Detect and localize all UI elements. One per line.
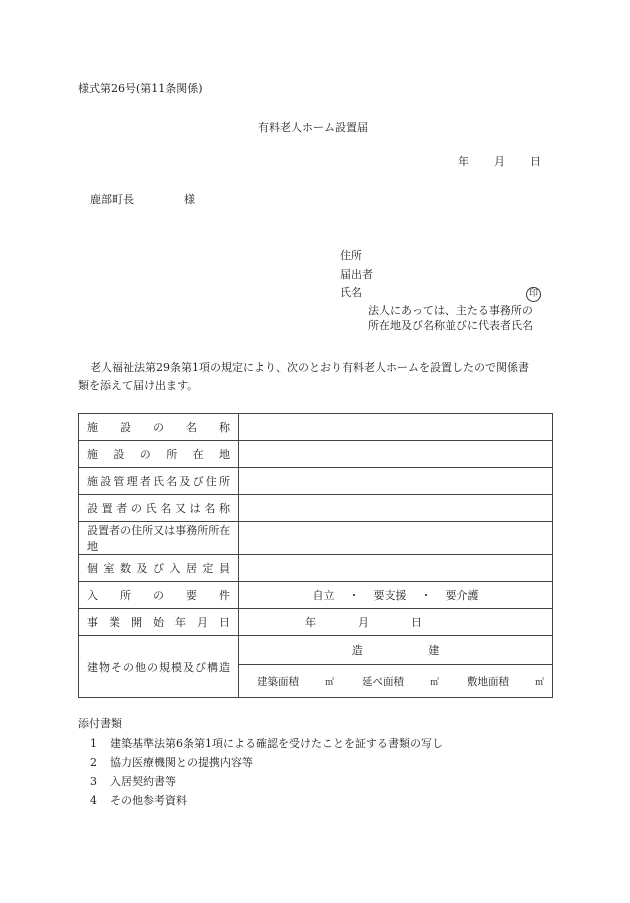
table-row xyxy=(79,441,553,468)
capacity-field[interactable] xyxy=(239,555,553,582)
document-title: 有料老人ホーム設置届 xyxy=(258,121,368,134)
start-day: 日 xyxy=(411,616,422,629)
option-separator: ・ xyxy=(420,589,432,602)
attachments-heading: 添付書類 xyxy=(78,717,122,730)
table-row xyxy=(79,636,553,698)
notifier-label: 届出者 xyxy=(340,268,373,281)
table-row xyxy=(79,609,553,636)
attachment-num: 4 xyxy=(90,794,97,807)
start-year: 年 xyxy=(305,616,316,629)
unit-sqm: ㎡ xyxy=(325,677,335,688)
row-label xyxy=(79,555,239,582)
table-row xyxy=(79,555,553,582)
address-label: 住所 xyxy=(340,249,362,262)
date-year: 年 xyxy=(458,155,469,168)
facility-location-field[interactable] xyxy=(239,441,553,468)
start-month: 月 xyxy=(358,616,369,629)
founder-address-field[interactable] xyxy=(239,522,553,555)
building-field[interactable] xyxy=(239,636,553,698)
structure-floors: 建 xyxy=(428,644,440,657)
row-label xyxy=(79,441,239,468)
label-text: 設置者の住所又は事務所所在地 xyxy=(87,524,230,553)
founder-name-field[interactable] xyxy=(239,495,553,522)
attachment-text: 入居契約書等 xyxy=(110,775,176,788)
date-day: 日 xyxy=(530,155,541,168)
table-row xyxy=(79,414,553,441)
table-row xyxy=(79,582,553,609)
seal-text: 印 xyxy=(526,287,541,302)
row-label xyxy=(79,522,239,555)
corporation-note-line2: 所在地及び名称並びに代表者氏名 xyxy=(368,319,533,332)
corporation-note-line1: 法人にあっては、主たる事務所の xyxy=(368,304,533,317)
row-label xyxy=(79,495,239,522)
label-text: 設置者の氏名又は名称 xyxy=(87,502,230,515)
addressee-name: 鹿部町長 xyxy=(90,193,134,206)
label-text: 事業開始年月日 xyxy=(87,616,230,629)
start-date-parts xyxy=(239,614,552,630)
site-area xyxy=(467,674,544,689)
label-text: 施設の所在地 xyxy=(87,448,230,461)
body-text-line2: 類を添えて届け出ます。 xyxy=(78,379,199,392)
attachment-num: 1 xyxy=(90,737,97,750)
attachment-text: 協力医療機関との提携内容等 xyxy=(110,756,253,769)
label-text: 建物その他の規模及び構造 xyxy=(87,660,230,674)
attachment-text: 建築基準法第6条第1項による確認を受けたことを証する書類の写し xyxy=(110,737,443,750)
building-area-label: 建築面積 xyxy=(257,675,299,688)
row-label xyxy=(79,609,239,636)
attachment-num: 2 xyxy=(90,756,97,769)
row-label xyxy=(79,582,239,609)
manager-field[interactable] xyxy=(239,468,553,495)
label-text: 施設の名称 xyxy=(87,421,230,434)
body-text-line1: 老人福祉法第29条第1項の規定により、次のとおり有料老人ホームを設置したので関係書 xyxy=(90,361,529,374)
structure-type: 造 xyxy=(351,644,363,657)
form-number: 様式第26号(第11条関係) xyxy=(78,82,203,95)
area-row xyxy=(239,665,552,697)
floor-area-label: 延べ面積 xyxy=(361,675,404,688)
unit-sqm: ㎡ xyxy=(429,677,439,688)
option-support[interactable]: 要支援 xyxy=(373,589,407,602)
row-label xyxy=(79,636,239,698)
option-separator: ・ xyxy=(348,589,360,602)
start-date-field[interactable] xyxy=(239,609,553,636)
label-text: 施設管理者氏名及び住所 xyxy=(87,475,230,488)
structure-row xyxy=(239,636,552,665)
notification-table xyxy=(78,413,553,698)
label-text: 個室数及び入居定員 xyxy=(87,562,230,575)
admission-requirements-field[interactable] xyxy=(239,582,553,609)
site-area-label: 敷地面積 xyxy=(466,675,509,688)
label-text: 入所の要件 xyxy=(87,589,230,602)
table-row xyxy=(79,495,553,522)
name-label: 氏名 xyxy=(340,286,362,299)
addressee-honorific: 様 xyxy=(184,193,195,206)
table-row xyxy=(79,522,553,555)
floor-area xyxy=(362,674,439,689)
table-row xyxy=(79,468,553,495)
date-month: 月 xyxy=(494,155,505,168)
row-label xyxy=(79,414,239,441)
building-area xyxy=(257,674,334,689)
row-label xyxy=(79,468,239,495)
unit-sqm: ㎡ xyxy=(534,677,544,688)
admission-options xyxy=(239,587,552,603)
option-independent[interactable]: 自立 xyxy=(312,589,335,602)
seal-mark xyxy=(526,286,541,302)
option-care[interactable]: 要介護 xyxy=(445,589,479,602)
attachment-num: 3 xyxy=(90,775,97,788)
facility-name-field[interactable] xyxy=(239,414,553,441)
attachment-text: その他参考資料 xyxy=(110,794,187,807)
